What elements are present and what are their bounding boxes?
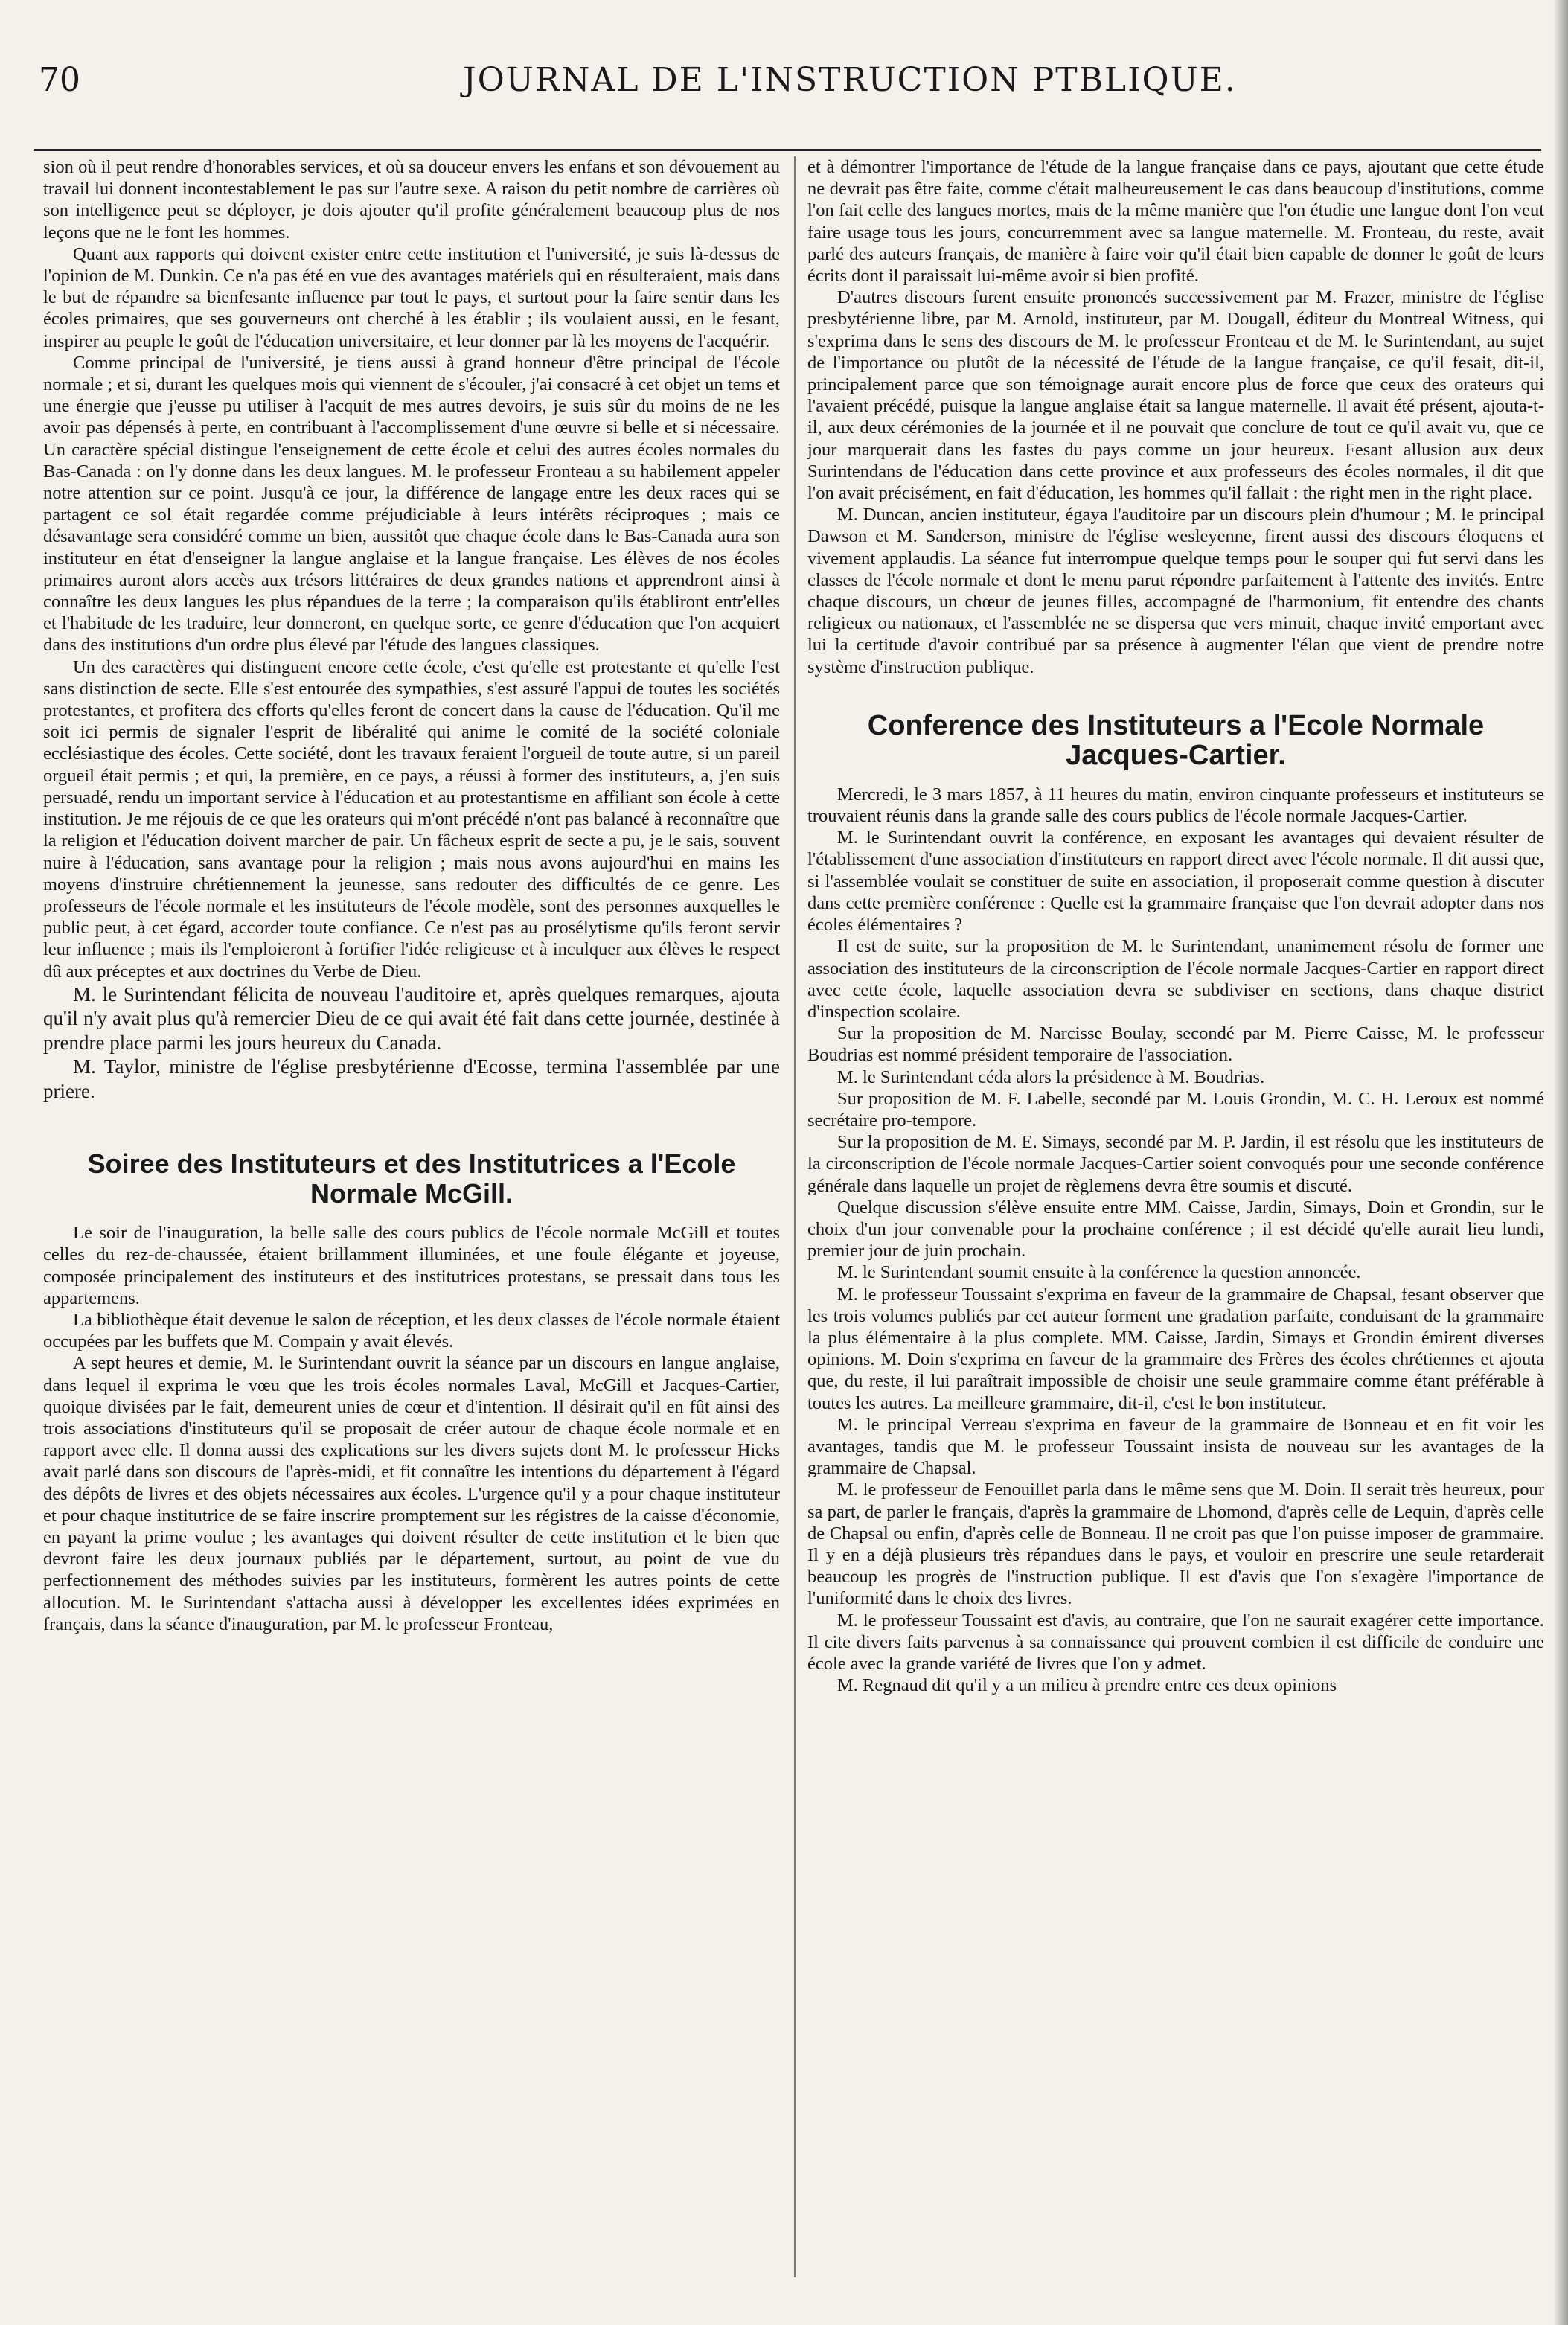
paragraph: M. le professeur Toussaint est d'avis, au contraire, que l'on ne saurait exagérer cette importance. Il cite divers faits parvenus à sa connaissance qui prouvent combien il est difficile de conduire une école avec la grande variété de livres que l'on y admet. [807,1610,1544,1674]
paragraph: Sur la proposition de M. E. Simays, secondé par M. P. Jardin, il est résolu que les instituteurs de la circonscription de l'école normale Jacques-Cartier soient convoqués pour une seconde conférence générale dans laquelle un projet de règlemens devra être soumis et discuté. [807,1132,1544,1196]
column-divider [794,156,796,2277]
heading-line: Jacques-Cartier. [1066,739,1286,771]
left-column [43,156,780,1635]
right-column [807,156,1544,1696]
paragraph: M. le Surintendant ouvrit la conférence, en exposant les avantages qui devaient résulter de l'établissement d'une association d'instituteurs en rapport direct avec l'école normale. Il dit aussi que, si l'assemblée voulait se constituer de suite en association, il proposerait comme question à discuter dans cette première conférence : Quelle est la grammaire française que l'on devrait adopter dans nos écoles élémentaires ? [807,828,1544,936]
paragraph: Sur la proposition de M. Narcisse Boulay, secondé par M. Pierre Caisse, M. le professeur Boudrias est nommé président temporaire de l'association. [807,1023,1544,1066]
heading-line: Conference des Instituteurs a l'Ecole Normale [867,709,1485,741]
paragraph: et à démontrer l'importance de l'étude de la langue française dans ce pays, ajoutant que cette étude ne devrait pas être faite, comme c'était malheureusement le cas dans beaucoup d'institutions, comme l'on fait celle des langues mortes, mais de la même manière que l'on étudie une langue dont l'on veut faire usage tous les jours, concurremment avec sa langue maternelle. M. Fronteau, du reste, avait parlé des auteurs français, de manière à faire voir qu'il était bien capable de donner le goût de leurs écrits dont il paraissait lui-même avoir si bien profité. [807,157,1544,287]
paragraph: Comme principal de l'université, je tiens aussi à grand honneur d'être principal de l'école normale ; et si, durant les quelques mois qui viennent de s'écouler, j'ai consacré à cet objet un tems et une énergie que j'eusse pu utiliser à l'acquit de mes autres devoirs, je suis sûr du moins de ne les avoir pas dépensés à perte, en contribuant à l'accomplissement d'une œuvre si belle et si nécessaire. Un caractère spécial distingue l'enseignement de cette école et celui des autres écoles normales du Bas-Canada : on l'y donne dans les deux langues. M. le professeur Fronteau a su habilement appeler notre attention sur ce point. Jusqu'à ce jour, la différence de langage entre les deux races qui se partagent ce sol était regardée comme préjudiciable à leurs intérêts réciproques ; mais ce désavantage sera considéré comme un bien, aussitôt que chaque école dans le Bas-Canada aura son instituteur en état d'enseigner la langue anglaise et la langue française. Les élèves de nos écoles primaires auront alors accès aux trésors littéraires de deux grandes nations et apprendront ainsi à connaître les deux langues les plus répandues de la terre ; la comparaison qu'ils établiront entr'elles et l'habitude de les traduire, leur donneront, en quelque sorte, ce genre d'éducation que l'on acquiert dans des institutions d'un ordre plus élevé par l'étude des langues classiques. [43,352,780,656]
paragraph: M. Taylor, ministre de l'église presbytérienne d'Ecosse, termina l'assemblée par une priere. [43,1055,780,1102]
page-number: 70 [39,61,80,99]
paragraph: Il est de suite, sur la proposition de M. le Surintendant, unanimement résolu de former une association des instituteurs de la circonscription de l'école normale Jacques-Cartier en rapport direct avec cette école, laquelle association devra se subdiviser en sections, dans chaque district d'inspection scolaire. [807,936,1544,1022]
paragraph: M. le principal Verreau s'exprima en faveur de la grammaire de Bonneau et en fit voir les avantages, tandis que M. le professeur Toussaint insista de nouveau sur les avantages de la grammaire de Chapsal. [807,1414,1544,1479]
section-heading-conference [807,711,1544,770]
paragraph: Sur proposition de M. F. Labelle, secondé par M. Louis Grondin, M. C. H. Leroux est nommé secrétaire pro-tempore. [807,1088,1544,1130]
paragraph: M. Duncan, ancien instituteur, égaya l'auditoire par un discours plein d'humour ; M. le principal Dawson et M. Sanderson, ministre de l'église wesleyenne, firent aussi des discours éloquens et vivement applaudis. La séance fut interrompue quelque temps pour le souper qui fut servi dans les classes de l'école normale et dont le menu parut répondre parfaitement à l'attente des invités. Entre chaque discours, un chœur de jeunes filles, accompagné de l'harmonium, fit entendre des chants religieux ou nationaux, et l'assemblée ne se dispersa que vers minuit, chaque invité emportant avec lui la certitude d'avoir contribué par sa présence à augmenter l'élan que vient de prendre notre système d'instruction publique. [807,505,1544,677]
paragraph: Le soir de l'inauguration, la belle salle des cours publics de l'école normale McGill et toutes celles du rez-de-chaussée, étaient brillamment illuminées, et une foule élégante et joyeuse, composée principalement des instituteurs et des institutrices protestans, se pressait dans tous les appartemens. [43,1223,780,1308]
paragraph: La bibliothèque était devenue le salon de réception, et les deux classes de l'école normale étaient occupées par les buffets que M. Compain y avait élevés. [43,1310,780,1352]
paragraph: Quelque discussion s'élève ensuite entre MM. Caisse, Jardin, Simays, Doin et Grondin, sur le choix d'un jour convenable pour la prochaine conférence ; il est décidé qu'elle aurait lieu lundi, premier jour de juin prochain. [807,1197,1544,1261]
page-edge-shadow [1553,0,1568,2325]
paragraph: Mercredi, le 3 mars 1857, à 11 heures du matin, environ cinquante professeurs et instituteurs se trouvaient réunis dans la grande salle des cours publics de l'école normale Jacques-Cartier. [807,784,1544,827]
paragraph: M. le Surintendant céda alors la présidence à M. Boudrias. [837,1066,1265,1087]
page-header [39,61,1237,106]
paragraph: M. le Surintendant soumit ensuite à la conférence la question annoncée. [837,1262,1361,1283]
paragraph: Quant aux rapports qui doivent exister entre cette institution et l'université, je suis là-dessus de l'opinion de M. Dunkin. Ce n'a pas été en vue des avantages matériels qui en résulteraient, mais dans le but de répandre sa bienfesante influence par tout le pays, et surtout pour la faire sentir dans les écoles primaires, que ses gouverneurs ont cherché à les établir ; ils voulaient aussi, en le fesant, inspirer au peuple le goût de l'éducation universitaire, et leur donner par là les moyens de l'acquérir. [43,243,780,351]
paragraph: M. le Surintendant félicita de nouveau l'auditoire et, après quelques remarques, ajouta qu'il n'y avait plus qu'à remercier Dieu de ce qui avait été fait dans cette journée, destinée à prendre place parmi les jours heureux du Canada. [43,982,780,1054]
paragraph: Un des caractères qui distinguent encore cette école, c'est qu'elle est protestante et qu'elle l'est sans distinction de secte. Elle s'est entourée des sympathies, s'est assuré l'appui de toutes les sociétés protestantes, et profitera des efforts qu'elles feront de concert dans la cause de l'éducation. Qu'il me soit ici permis de signaler l'esprit de libéralité qui anime le comité de la société coloniale ecclésiastique des écoles. Cette société, dont les travaux feraient l'orgueil de toute autre, si un pareil orgueil était permis ; et qui, la première, en ce pays, a réussi à former des instituteurs, a, j'en suis persuadé, rendu un important service à l'éducation et au protestantisme en affiliant son école à cette institution. Je me réjouis de ce que les orateurs qui m'ont précédé n'ont pas balancé à reconnaître que la religion et l'éducation doivent marcher de pair. Un fâcheux esprit de secte a pu, je le sais, souvent nuire à l'éducation, sans avantage pour la religion ; mais nous avons aujourd'hui en mains les moyens d'instruire chrétiennement la jeunesse, sans redouter des difficultés de ce genre. Les professeurs de l'école normale et les instituteurs de l'école modèle, sont des personnes auxquelles le public peut, à cet égard, accorder toute confiance. Ce n'est pas au prosélytisme qu'ils feront servir leur influence ; mais ils l'emploieront à fortifier l'idée religieuse et à inculquer aux élèves le respect dû aux préceptes et aux doctrines du Verbe de Dieu. [43,656,780,982]
running-title: JOURNAL DE L'INSTRUCTION PTBLIQUE. [463,61,1237,99]
paragraph: M. le professeur de Fenouillet parla dans le même sens que M. Doin. Il serait très heureux, pour sa part, de parler le français, d'après la grammaire de Lhomond, d'après celle de Lequin, d'après celle de Chapsal ou enfin, d'après celle de Bonneau. Il ne croit pas que l'on puisse imposer de grammaire. Il y en a déjà plusieurs très répandues dans le pays, et vouloir en prescrire une seule retarderait beaucoup les progrès de l'instruction publique. Il est d'avis que l'on s'exagère l'importance de l'uniformité dans le choix des livres. [807,1480,1544,1609]
paragraph: sion où il peut rendre d'honorables services, et où sa douceur envers les enfans et son dévouement au travail lui donnent incontestablement le pas sur l'autre sexe. A raison du petit nombre de carrières où son intelligence peut se déployer, je dois ajouter qu'il profite généralement beaucoup plus de nos leçons que ne le font les hommes. [43,157,780,243]
paragraph: D'autres discours furent ensuite prononcés successivement par M. Frazer, ministre de l'église presbytérienne libre, par M. Arnold, instituteur, par M. Dougall, éditeur du Montreal Witness, qui s'exprima dans le sens des discours de M. le professeur Fronteau et de M. le Surintendant, au sujet de l'importance ou plutôt de la nécessité de l'étude de la langue française, ce qu'il fesait, dit-il, principalement parce que son témoignage aurait encore plus de force que ceux des orateurs qui l'avaient précédé, puisque la langue anglaise était sa langue maternelle. Il avait été présent, ajouta-t-il, aux deux cérémonies de la journée et il ne pouvait que conclure de tout ce qu'il avait vu, que ce jour marquerait dans les fastes du pays comme un jour heureux. Fesant allusion aux deux Surintendans de l'éducation dans cette province et aux professeurs des écoles normales, il dit que l'on avait précisément, en fait d'éducation, les hommes qu'il fallait : the right men in the right place. [807,287,1544,504]
header-rule [34,149,1541,151]
section-heading-soiree: Soiree des Instituteurs et des Institutrices a l'Ecole Normale McGill. [87,1148,736,1209]
paragraph: M. le professeur Toussaint s'exprima en faveur de la grammaire de Chapsal, fesant observer que les trois volumes publiés par cet auteur forment une gradation parfaite, conduisant de la grammaire la plus élémentaire à la plus complete. MM. Caisse, Jardin, Simays et Grondin émirent diverses opinions. M. Doin s'exprima en faveur de la grammaire des Frères des écoles chrétiennes et ajouta que, du reste, il lui paraîtrait impossible de choisir une seule grammaire comme étant préférable à toutes les autres. La meilleure grammaire, dit-il, c'est le bon instituteur. [807,1284,1544,1413]
paragraph: A sept heures et demie, M. le Surintendant ouvrit la séance par un discours en langue anglaise, dans lequel il exprima le vœu que les trois écoles normales Laval, McGill et Jacques-Cartier, quoique divisées par le fait, demeurent unies de cœur et d'intention. Il désirait qu'il en fût ainsi des trois associations d'instituteurs qu'il se proposait de créer autour de chaque école normale et en rapport avec elle. Il donna aussi des explications sur les divers sujets dont M. le professeur Hicks avait parlé dans son discours de l'après-midi, et fit connaître les intentions du département à l'égard des dépôts de livres et des objets nécessaires aux écoles. L'urgence qu'il y a pour chaque instituteur et pour chaque institutrice de se faire inscrire promptement sur les régistres de la caisse d'économie, en payant la prime voulue ; les avantages qui doivent résulter de cette institution et le bien que devront faire les deux journaux publiés par le département, surtout, au point de vue du perfectionnement des méthodes suivies par les instituteurs, formèrent les autres points de cette allocution. M. le Surintendant s'attacha aussi à développer les excellentes idées exprimées en français, dans la séance d'inauguration, par M. le professeur Fronteau, [43,1353,780,1634]
paragraph: M. Regnaud dit qu'il y a un milieu à prendre entre ces deux opinions [837,1675,1337,1696]
